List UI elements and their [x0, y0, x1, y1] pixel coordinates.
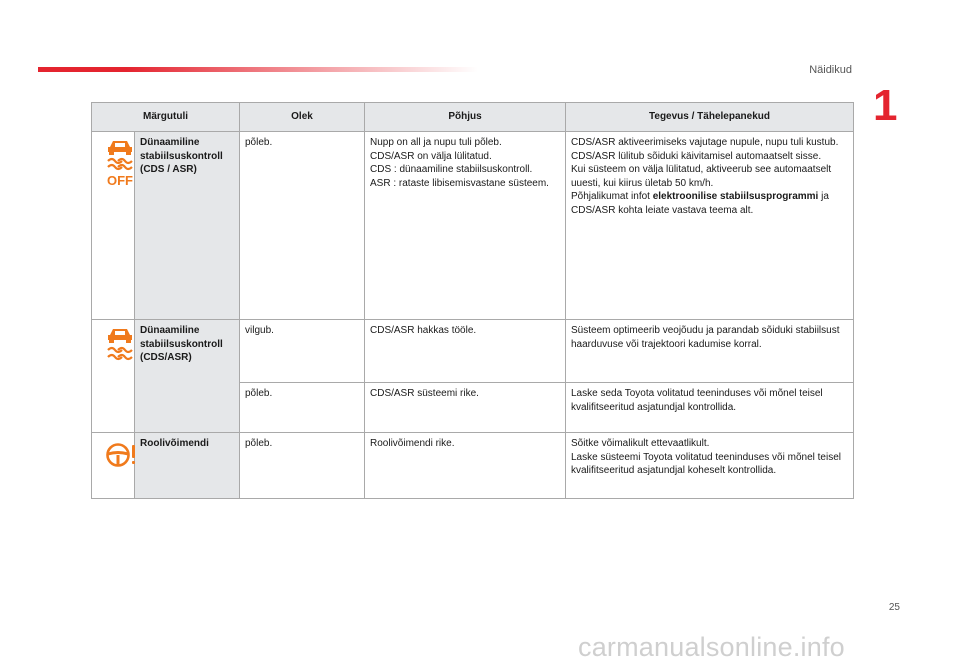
icon-cell	[92, 433, 135, 499]
state-cell: põleb.	[240, 132, 365, 320]
icon-cell	[92, 132, 135, 320]
warning-lights-table	[91, 102, 854, 499]
icon-cell	[92, 320, 135, 433]
cause-cell: Roolivõimendi rike.	[365, 433, 566, 499]
cause-cell: CDS/ASR süsteemi rike.	[365, 383, 566, 433]
table-header-row	[92, 103, 854, 132]
state-cell: vilgub.	[240, 320, 365, 383]
state-cell: põleb.	[240, 383, 365, 433]
indicator-name: Dünaamiline stabiilsuskontroll (CDS/ASR)	[135, 320, 240, 433]
watermark: carmanualsonline.info	[578, 632, 845, 662]
chapter-number: 1	[873, 81, 898, 130]
action-cell: Süsteem optimeerib veojõudu ja parandab sõiduki stabiilsust haarduvuse või trajektoori kadumise korral.	[566, 320, 854, 383]
stability-off-icon	[105, 139, 135, 189]
action-cell: Sõitke võimalikult ettevaatlikult. Laske süsteemi Toyota volitatud teeninduses või mõnel teisel kvalifitseeritud asjatundjal koheselt kontrollida.	[566, 433, 854, 499]
table-row	[92, 320, 854, 383]
table-row	[92, 132, 854, 320]
table-row	[92, 433, 854, 499]
action-cell: Laske seda Toyota volitatud teeninduses või mõnel teisel kvalifitseeritud asjatundjal kontrollida.	[566, 383, 854, 433]
action-link-text: elektroonilise stabiilsusprogrammi	[652, 191, 819, 202]
column-header-state: Olek	[240, 103, 365, 132]
indicator-name: Dünaamiline stabiilsuskontroll (CDS / ASR)	[135, 132, 240, 320]
icon-off-label: OFF	[107, 173, 133, 188]
column-header-cause: Põhjus	[365, 103, 566, 132]
indicator-name: Roolivõimendi	[135, 433, 240, 499]
column-header-action: Tegevus / Tähelepanekud	[566, 103, 854, 132]
section-title: Näidikud	[809, 64, 852, 76]
action-cell	[566, 132, 854, 320]
stability-icon	[105, 327, 135, 363]
cause-cell: Nupp on all ja nupu tuli põleb. CDS/ASR on välja lülitatud. CDS : dünaamiline stabiilsuskontroll. ASR : rataste libisemisvastane süsteem.	[365, 132, 566, 320]
action-text-end: ja CDS/ASR kohta leiate vastava teema alt.	[571, 191, 829, 216]
accent-bar	[38, 67, 478, 72]
state-cell: põleb.	[240, 433, 365, 499]
column-header-indicator: Märgutuli	[92, 103, 240, 132]
steering-warning-icon	[105, 439, 137, 471]
page-number: 25	[888, 602, 900, 613]
cause-cell: CDS/ASR hakkas tööle.	[365, 320, 566, 383]
action-text: CDS/ASR aktiveerimiseks vajutage nupule, nupu tuli kustub. CDS/ASR lülitub sõiduki käivitamisel automaatselt sisse. Kui süsteem on välja lülitatud, aktiveerub see automaatselt uuesti, kui kiirus ületab 50 km/h. Põhjalikumat infot	[571, 137, 839, 202]
